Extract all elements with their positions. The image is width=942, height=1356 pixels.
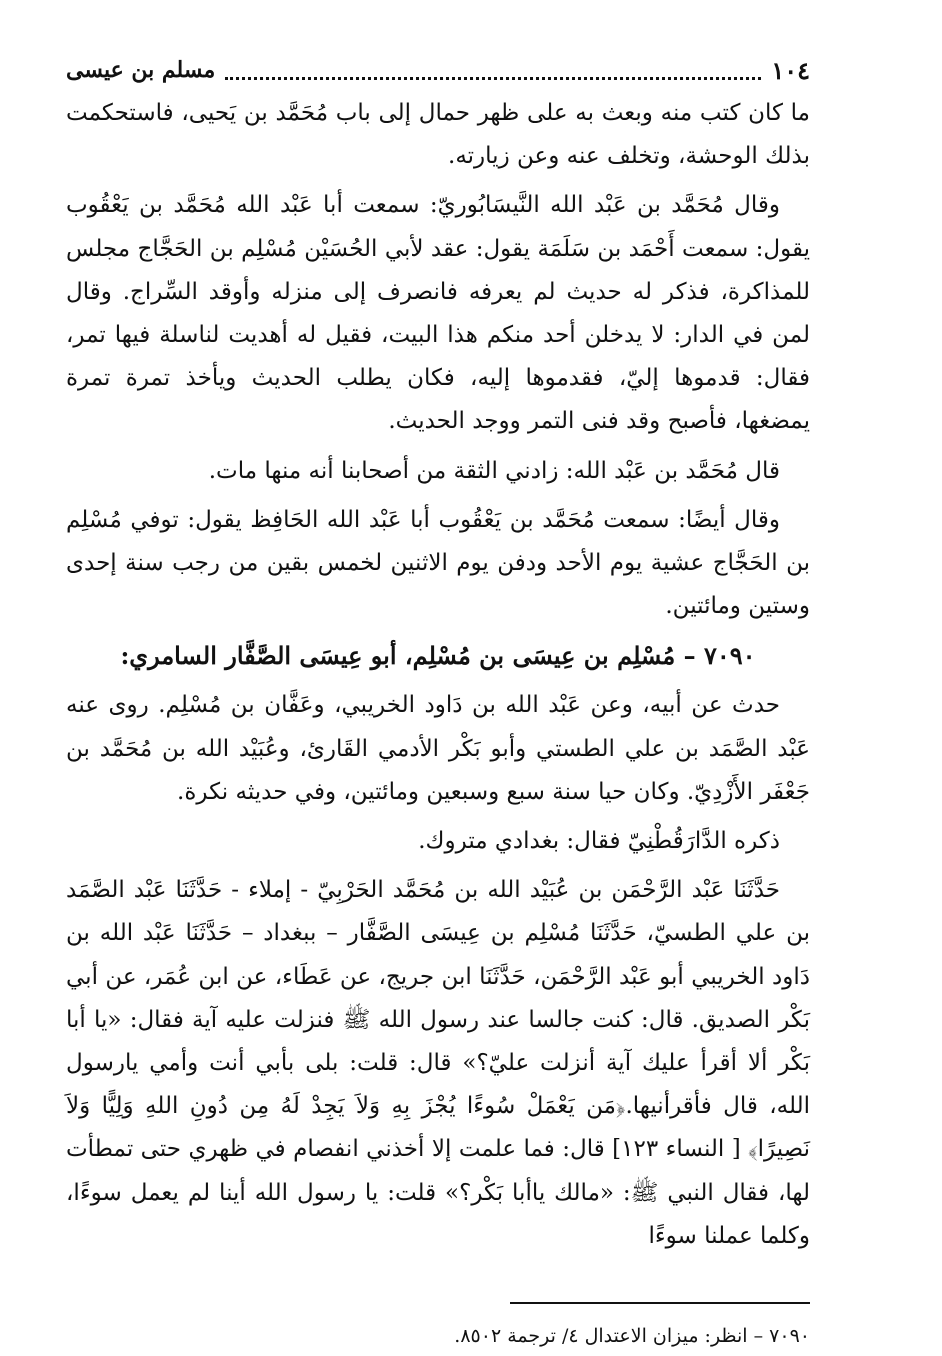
body-text — [66, 92, 810, 1258]
paragraph: حَدَّثَنَا عَبْد الرَّحْمَن بن عُبَيْد الله بن مُحَمَّد الحَرْبِيّ - إملاء - حَدَّثَنَا عَبْد الصَّمَد بن علي الطسيّ، حَدَّثَنَا مُسْلِم بن عِيسَى الصَّفَّار – ببغداد – حَدَّثَنَا عَبْد الله بن دَاود الخريبي أبو عَبْد الرَّحْمَن، حَدَّثَنَا ابن جريج، عن عَطَاء، عن ابن عُمَر، عن أبي بَكْر الصديق. قال: كنت جالسا عند رسول الله ﷺ فنزلت عليه آية فقال: «يا أبا بَكْر ألا أقرأ عليك آية أنزلت عليّ؟» قال: قلت: بلى بأبي أنت وأمي يارسول الله، قال فأقرأنيها.﴿مَن يَعْمَلْ سُوءًا يُجْزَ بِهِ وَلاَ يَجِدْ لَهُ مِن دُونِ اللهِ وَلِيًّا وَلاَ نَصِيرًا﴾ [ النساء ١٢٣] قال: فما علمت إلا أخذني انفصام في ظهري حتى تمطأت لها، فقال النبي ﷺ: «مالك ياأبا بَكْر؟» قلت: يا رسول الله أينا لم يعمل سوءًا، وكلما عملنا سوءًا — [66, 877, 810, 1249]
footnote: ٧٠٩٠ – انظر: ميزان الاعتدال ٤/ ترجمة ٨٥٠٢. — [454, 1325, 810, 1348]
running-title: مسلم بن عيسى — [66, 57, 216, 83]
footnote-divider — [510, 1302, 810, 1304]
paragraph: وقال مُحَمَّد بن عَبْد الله النَّيسَابُوريّ: سمعت أبا عَبْد الله مُحَمَّد بن يَعْقُوب يقول: سمعت أَحْمَد بن سَلَمَة يقول: عقد لأبي الحُسَيْن مُسْلِم بن الحَجَّاج مجلس للمذاكرة، فذكر له حديث لم يعرفه فانصرف إلى منزله وأوقد السِّراج. وقال لمن في الدار: لا يدخلن أحد منكم هذا البيت، فقيل له أهديت لناسلة فيها تمر، فقال: قدموها إليّ، فقدموها إليه، فكان يطلب الحديث ويأخذ تمرة تمرة يمضغها، فأصبح وقد فنى التمر ووجد الحديث. — [66, 192, 810, 435]
paragraph: ذكره الدَّارَقُطْنِيّ فقال: بغدادي متروك. — [418, 828, 780, 855]
paragraph: وقال أيضًا: سمعت مُحَمَّد بن يَعْقُوب أبا عَبْد الله الحَافِظ يقول: توفي مُسْلِم بن الحَجَّاج عشية يوم الأحد ودفن يوم الاثنين لخمس بقين من رجب سنة إحدى وستين ومائتين. — [66, 506, 810, 620]
dotted-leader — [225, 77, 761, 80]
page-number: ١٠٤ — [771, 55, 810, 85]
running-head — [66, 48, 810, 92]
paragraph: ما كان كتب منه وبعث به على ظهر حمال إلى باب مُحَمَّد بن يَحيى، فاستحكمت بذلك الوحشة، وتخلف عنه وعن زيارته. — [66, 100, 810, 170]
paragraph: قال مُحَمَّد بن عَبْد الله: زادني الثقة من أصحابنا أنه منها مات. — [208, 457, 780, 484]
book-page — [66, 48, 810, 1348]
paragraph: حدث عن أبيه، وعن عَبْد الله بن دَاود الخريبي، وعَفَّان بن مُسْلِم. روى عنه عَبْد الصَّمَد بن علي الطستي وأبو بَكْر الأدمي القَارئ، وعُبَيْد الله بن مُحَمَّد بن جَعْفَر الأَزْدِيّ. وكان حيا سنة سبع وسبعين ومائتين، وفي حديثه نكرة. — [66, 692, 810, 805]
entry-heading: ٧٠٩٠ – مُسْلِم بن عِيسَى بن مُسْلِم، أبو عِيسَى الصَّفَّار السامري: — [120, 641, 756, 671]
